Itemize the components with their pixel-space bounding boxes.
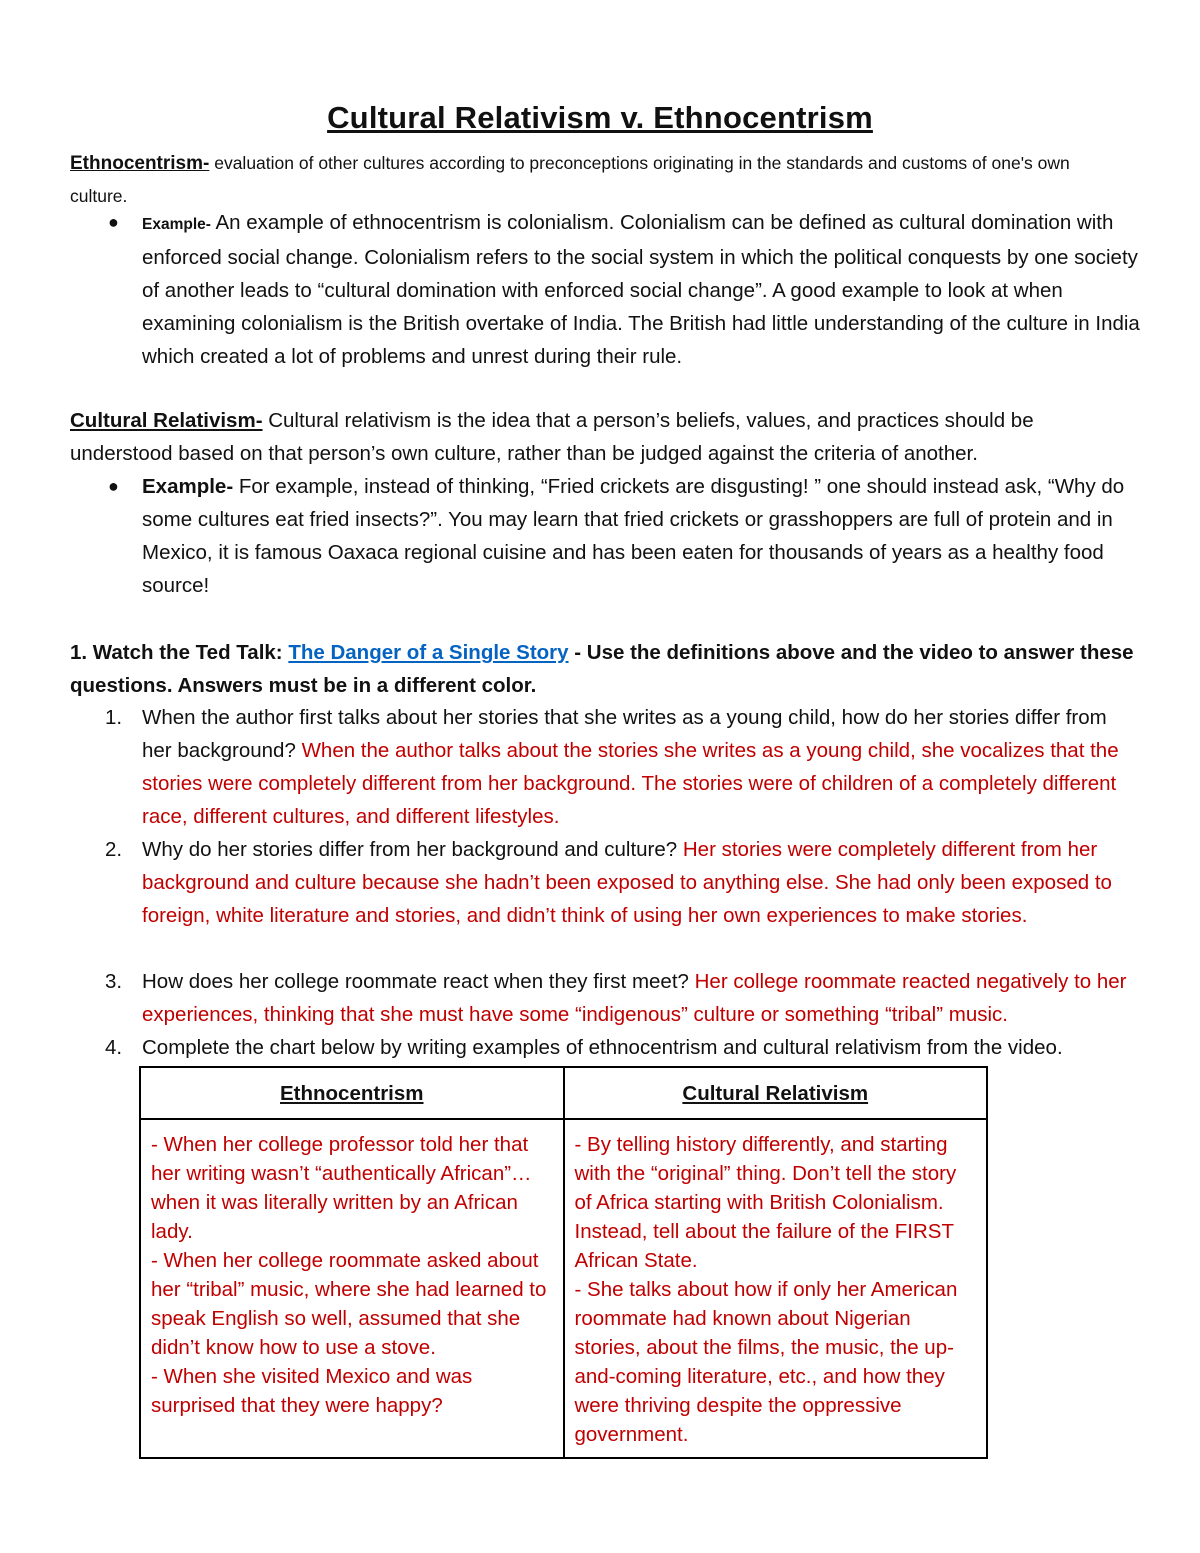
ethnocentrism-example (142, 206, 1142, 373)
question-item (142, 1031, 1152, 1064)
chart-item: - When her college professor told her that her writing wasn’t “authentically African”…when it was literally written by an African lady. (151, 1133, 532, 1243)
question-number: 4. (105, 1036, 123, 1059)
ethnocentrism-example-label: Example- (142, 216, 211, 233)
bullet-icon: ● (108, 476, 119, 496)
relativism-example-text: For example, instead of thinking, “Fried crickets are disgusting! ” one should instead ask, “Why do some cultures eat fried insects?”. You may learn that fried crickets or grasshoppers are full of protein and in Mexico, it is famous Oaxaca regional cuisine and has been eaten for thousands of years as a healthy food source! (142, 475, 1125, 597)
task-suffix: - Use the definitions above and the video to answer these questions. Answers must be in a different color. (70, 641, 1134, 697)
chart-cell-ethnocentrism (140, 1119, 564, 1458)
relativism-definition (70, 404, 1140, 470)
question-text: How does her college roommate react when they first meet? (142, 970, 695, 993)
task-instructions (70, 636, 1140, 702)
answer-text: Her college roommate reacted negatively to her experiences, thinking that she must have some “indigenous” culture or something “tribal” music. (142, 970, 1127, 1026)
ethnocentrism-definition-text: evaluation of other cultures according to preconceptions originating in the standards and customs of one's own culture. (70, 153, 1070, 206)
question-item (142, 833, 1142, 932)
chart-item: - She talks about how if only her American roommate had known about Nigerian stories, about the films, the music, the up-and-coming literature, etc., and how they were thriving despite the oppressive government. (574, 1278, 958, 1446)
chart-cell-relativism (564, 1119, 988, 1458)
relativism-example-label: Example- (142, 475, 234, 498)
question-number: 2. (105, 838, 123, 861)
question-text: When the author first talks about her stories that she writes as a young child, how do her stories differ from her background? (142, 706, 1107, 762)
ted-talk-link[interactable]: The Danger of a Single Story (288, 641, 569, 664)
question-number: 1. (105, 706, 123, 729)
bullet-icon: ● (108, 212, 119, 232)
ethnocentrism-definition (70, 147, 1130, 212)
relativism-example (142, 470, 1142, 602)
page-title: Cultural Relativism v. Ethnocentrism (327, 100, 873, 135)
ethnocentrism-example-text: An example of ethnocentrism is colonialism. Colonialism can be defined as cultural domination with enforced social change. Colonialism refers to the social system in which the political conquests by one society of another leads to “cultural domination with enforced social change”. A good example to look at when examining colonialism is the British overtake of India. The British had little understanding of the culture in India which created a lot of problems and unrest during their rule. (142, 211, 1140, 368)
chart-item: - When she visited Mexico and was surprised that they were happy? (151, 1365, 473, 1417)
task-prefix: 1. Watch the Ted Talk: (70, 641, 289, 664)
question-text: Why do her stories differ from her background and culture? (142, 838, 683, 861)
chart-item: - When her college roommate asked about her “tribal” music, where she had learned to speak English so well, assumed that she didn’t know how to use a stove. (151, 1249, 547, 1359)
answer-text: When the author talks about the stories she writes as a young child, she vocalizes that the stories were completely different from her background. The stories were of children of a completely different race, different cultures, and different lifestyles. (142, 739, 1119, 828)
question-number: 3. (105, 970, 123, 993)
examples-chart (139, 1066, 988, 1459)
relativism-definition-text: Cultural relativism is the idea that a person’s beliefs, values, and practices should be understood based on that person’s own culture, rather than be judged against the criteria of another. (70, 409, 1034, 465)
question-item (142, 965, 1142, 1031)
question-text: Complete the chart below by writing examples of ethnocentrism and cultural relativism from the video. (142, 1036, 1063, 1059)
ethnocentrism-term: Ethnocentrism- (70, 153, 210, 174)
chart-header-ethnocentrism: Ethnocentrism (140, 1067, 564, 1119)
answer-text: Her stories were completely different from her background and culture because she hadn’t been exposed to anything else. She had only been exposed to foreign, white literature and stories, and didn’t think of using her own experiences to make stories. (142, 838, 1112, 927)
chart-header-relativism: Cultural Relativism (564, 1067, 988, 1119)
question-item (142, 701, 1142, 833)
chart-item: - By telling history differently, and starting with the “original” thing. Don’t tell the story of Africa starting with British Colonialism. Instead, tell about the failure of the FIRST African State. (574, 1133, 957, 1272)
relativism-term: Cultural Relativism- (70, 409, 263, 432)
